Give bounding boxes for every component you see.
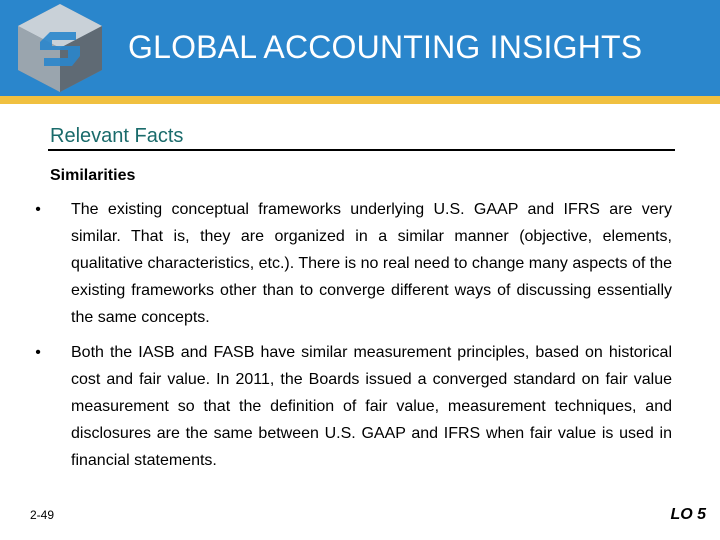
- bullet-item: [28, 196, 672, 331]
- section-divider: [48, 149, 675, 151]
- bullet-text: The existing conceptual frameworks underlying U.S. GAAP and IFRS are very similar. That is, they are organized in a similar manner (objective, elements, qualitative characteristics, etc.). There is no real need to change many aspects of the existing frameworks other than to converge different ways of discussing essentially the same concepts.: [71, 201, 672, 326]
- cube-logo-icon: [10, 2, 110, 94]
- learning-objective: LO 5: [670, 506, 706, 523]
- bullet-symbol: •: [35, 201, 41, 218]
- header-stripe: [0, 96, 720, 104]
- slide-number: 2-49: [30, 508, 55, 522]
- subheading: Similarities: [50, 167, 136, 184]
- header-bar: [0, 0, 720, 96]
- bullet-symbol: •: [35, 344, 41, 361]
- section-title: Relevant Facts: [50, 125, 184, 147]
- bullet-item: [28, 339, 672, 474]
- bullet-list: [28, 196, 672, 482]
- header-title: GLOBAL ACCOUNTING INSIGHTS: [128, 29, 643, 65]
- bullet-text: Both the IASB and FASB have similar measurement principles, based on historical cost and fair value. In 2011, the Boards issued a converged standard on fair value measurement so that the definition of fair value, measurement techniques, and disclosures are the same between U.S. GAAP and IFRS when fair value is used in financial statements.: [71, 344, 672, 469]
